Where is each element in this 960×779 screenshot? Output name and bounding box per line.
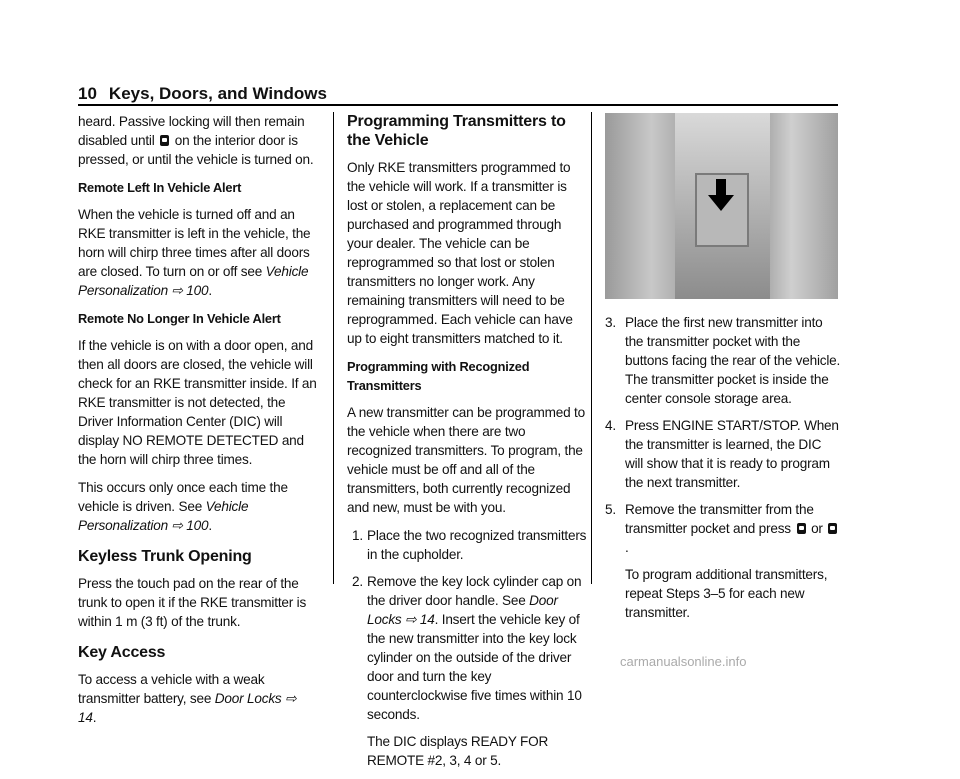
paragraph: To access a vehicle with a weak transmitter battery, see Door Locks ⇨ 14. xyxy=(78,672,297,725)
column-1 xyxy=(78,112,318,736)
paragraph: heard. Passive locking will then remain disabled until on the interior door is pressed, or until the vehicle is turned on. xyxy=(78,114,314,167)
lock-icon xyxy=(828,523,837,534)
page-number: 10 xyxy=(78,84,97,103)
column-3 xyxy=(605,113,841,631)
page-ref[interactable]: ⇨ 100 xyxy=(171,518,209,533)
steps-list xyxy=(605,313,841,622)
header-rule xyxy=(78,104,838,106)
section-title: Keys, Doors, and Windows xyxy=(108,84,327,103)
column-divider xyxy=(333,112,334,584)
page-header xyxy=(78,84,327,104)
paragraph: If the vehicle is on with a door open, and then all doors are closed, the vehicle will check for an RKE transmitter inside. If an RKE transmitter is not detected, the Driver Information Center (DIC) will display NO REMOTE DETECTED and the horn will chirp three times. xyxy=(78,338,317,467)
xref-link[interactable]: Vehicle Personalization xyxy=(78,499,249,533)
watermark: carmanualsonline.info xyxy=(620,654,747,669)
xref-link[interactable]: Door Locks xyxy=(214,691,282,706)
lock-icon xyxy=(160,135,169,146)
subheading: Programming with Recognized Transmitters xyxy=(347,359,530,393)
paragraph: To program additional transmitters, repeat Steps 3–5 for each new transmitter. xyxy=(625,567,828,620)
list-item: 5. Remove the transmitter from the transmitter pocket and press or . To program additional transmitters, repeat Steps 3–5 for each new transmitter. xyxy=(605,500,841,622)
subheading: Remote No Longer In Vehicle Alert xyxy=(78,311,281,326)
list-item: 2. Remove the key lock cylinder cap on the driver door handle. See Door Locks ⇨ 14. Insert the vehicle key of the new transmitter into the key lock cylinder on the outside of the driver door and turn the key counterclockwise five times within 10 seconds. The DIC displays READY FOR REMOTE #2, 3, 4 or 5. xyxy=(347,572,587,770)
paragraph: Press the touch pad on the rear of the trunk to open it if the RKE transmitter is within 1 m (3 ft) of the trunk. xyxy=(78,576,307,629)
column-divider xyxy=(591,112,592,584)
page-ref[interactable]: ⇨ 100 xyxy=(171,283,209,298)
xref-link[interactable]: Vehicle Personalization xyxy=(78,264,309,298)
list-item: 3. Place the first new transmitter into the transmitter pocket with the buttons facing the rear of the vehicle. The transmitter pocket is inside the center console storage area. xyxy=(605,315,841,406)
column-2 xyxy=(347,112,587,779)
paragraph: When the vehicle is turned off and an RKE transmitter is left in the vehicle, the horn will chirp three times after all doors are closed. To turn on or off see Vehicle Personalization ⇨ 100. xyxy=(78,207,311,298)
xref-link[interactable]: Door Locks xyxy=(367,593,558,627)
page-ref[interactable]: ⇨ 14 xyxy=(78,691,297,725)
list-item: 1. Place the two recognized transmitters in the cupholder. xyxy=(352,528,587,562)
section-heading: Keyless Trunk Opening xyxy=(78,548,252,565)
unlock-icon xyxy=(797,523,806,534)
section-heading: Programming Transmitters to the Vehicle xyxy=(347,113,566,149)
console-photo xyxy=(605,113,838,299)
paragraph: A new transmitter can be programmed to the vehicle when there are two recognized transmitters. To program, the vehicle must be off and all of the transmitters, both currently recognized and new, must be with you. xyxy=(347,405,585,515)
paragraph: This occurs only once each time the vehicle is driven. See Vehicle Personalization ⇨ 100. xyxy=(78,480,288,533)
steps-list xyxy=(347,526,587,770)
paragraph: The DIC displays READY FOR REMOTE #2, 3, 4 or 5. xyxy=(367,734,549,768)
page-ref[interactable]: ⇨ 14 xyxy=(405,612,435,627)
subheading: Remote Left In Vehicle Alert xyxy=(78,180,242,195)
paragraph: Only RKE transmitters programmed to the vehicle will work. If a transmitter is lost or stolen, a replacement can be purchased and programmed through your dealer. The vehicle can be reprogrammed so that lost or stolen transmitters no longer work. Any remaining transmitters will need to be reprogrammed. Each vehicle can have up to eight transmitters matched to it. xyxy=(347,160,573,346)
section-heading: Key Access xyxy=(78,644,166,661)
list-item: 4. Press ENGINE START/STOP. When the transmitter is learned, the DIC will show that it is ready to program the next transmitter. xyxy=(605,418,839,490)
